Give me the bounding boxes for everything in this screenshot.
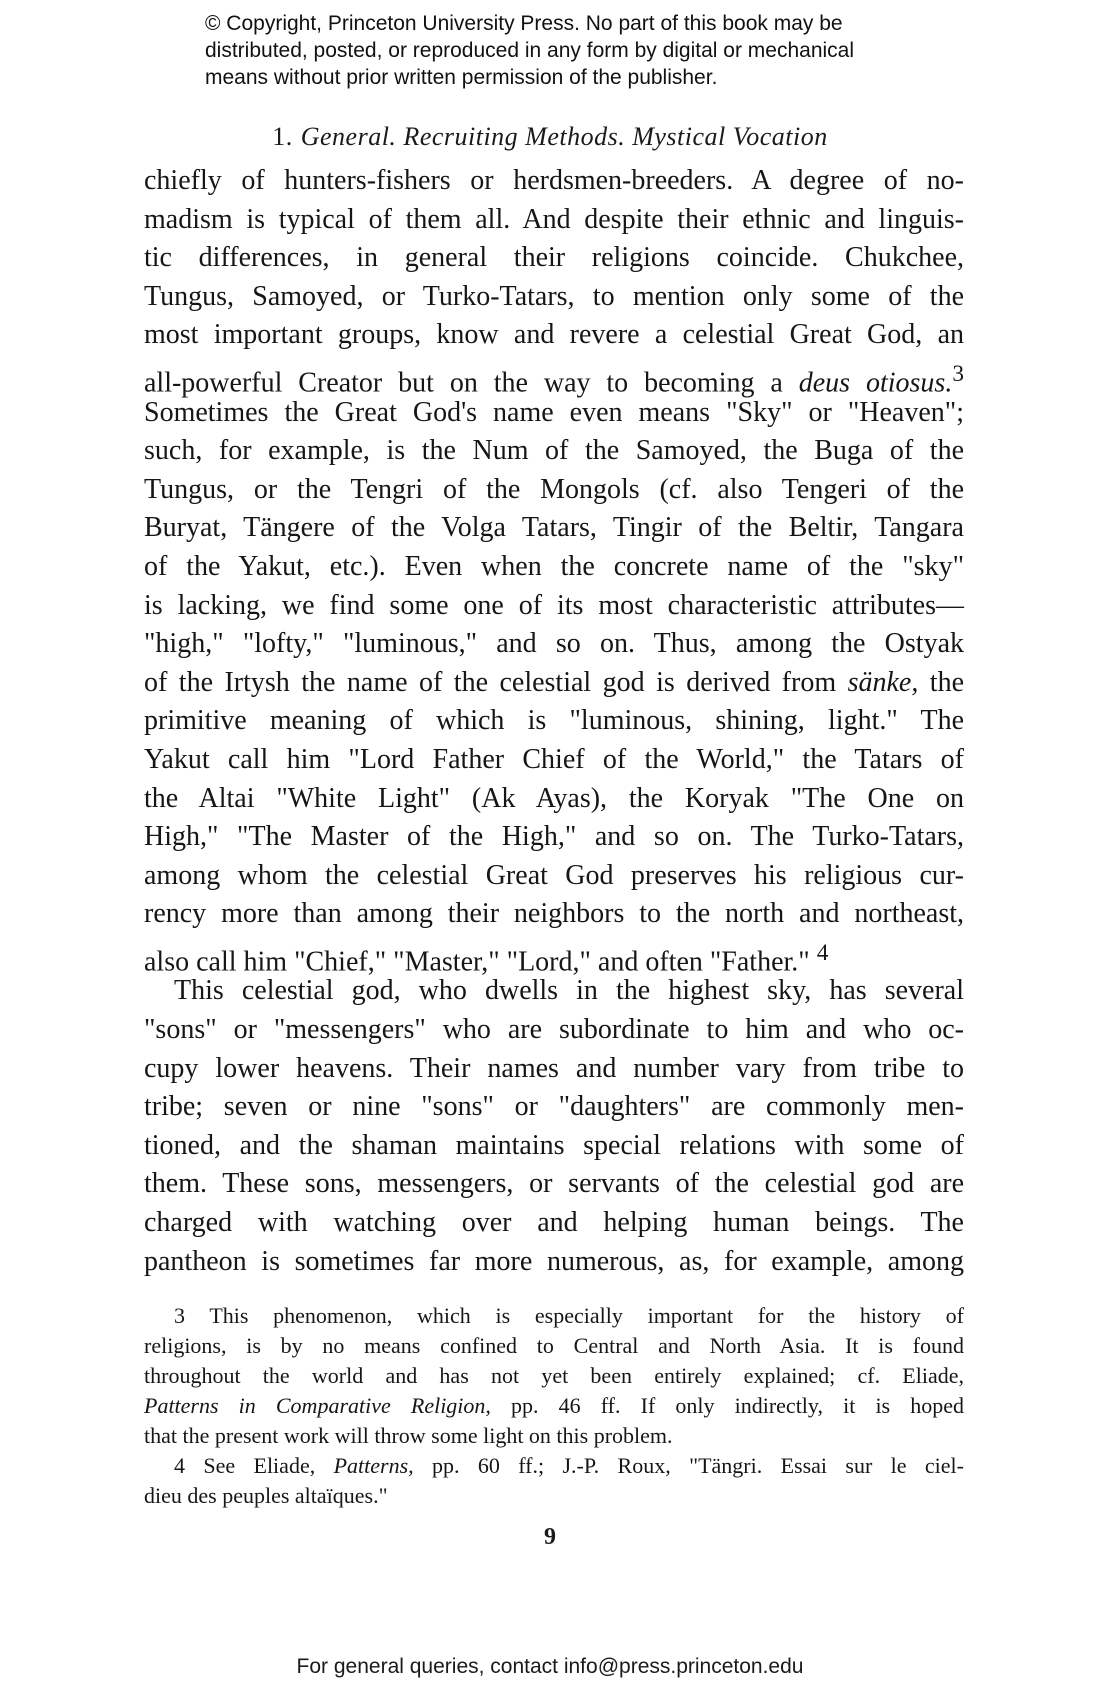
text-line: chiefly of hunters-fishers or herdsmen-breeders. A degree of no- <box>144 165 964 196</box>
footnote-ref-3[interactable]: 3 <box>952 360 964 387</box>
text-line: among whom the celestial Great God preserves his religious cur- <box>144 859 964 891</box>
footnote-3 <box>144 1301 964 1451</box>
footnote-line <box>144 1301 964 1331</box>
text-line: Yakut call him "Lord Father Chief of the World," the Tatars of <box>144 743 964 775</box>
text-line: tioned, and the shaman maintains special relations with some of <box>144 1129 964 1161</box>
footnote-marker: 3 <box>174 1303 185 1328</box>
emphasis-deus-otiosus: deus otiosus. <box>798 367 953 399</box>
footnote-ref-4[interactable]: 4 <box>816 939 829 966</box>
text-span: of the Irtysh the name of the celestial god is derived from <box>144 666 848 698</box>
text-span: all-powerful Creator but on the way to becoming a <box>144 367 799 399</box>
text-span: also call him "Chief," "Master," "Lord," and often "Father." <box>144 946 810 978</box>
text-line: tribe; seven or nine "sons" or "daughters" are commonly men- <box>144 1091 964 1123</box>
paragraph-1 <box>144 162 964 978</box>
emphasis-sanke: sänke, <box>847 666 919 698</box>
text-span: This phenomenon, which is especially important for the history of <box>209 1303 964 1328</box>
text-line: them. These sons, messengers, or servants of the celestial god are <box>144 1168 964 1200</box>
text-line: "sons" or "messengers" who are subordinate to him and who oc- <box>144 1014 964 1046</box>
footnotes <box>144 1301 964 1511</box>
text-line: Buryat, Tängere of the Volga Tatars, Tingir of the Beltir, Tangara <box>144 512 964 544</box>
text-line: is lacking, we find some one of its most characteristic attributes— <box>144 589 964 621</box>
copyright-line: means without prior written permission of the publisher. <box>205 66 718 89</box>
copyright-line: distributed, posted, or reproduced in any form by digital or mechanical <box>205 39 855 62</box>
text-line: Tungus, Samoyed, or Turko-Tatars, to mention only some of the <box>144 280 964 312</box>
emphasis-book-title: Patterns, <box>333 1453 414 1478</box>
text-line <box>144 355 964 399</box>
text-line <box>144 934 964 978</box>
text-line: pantheon is sometimes far more numerous, as, for example, among <box>144 1245 964 1277</box>
copyright-line: © Copyright, Princeton University Press. No part of this book may be <box>205 12 843 35</box>
footnote-line: religions, is by no means confined to Central and North Asia. It is found <box>144 1333 964 1358</box>
text-line: such, for example, is the Num of the Samoyed, the Buga of the <box>144 435 964 467</box>
footnote-line: dieu des peuples altaïques." <box>144 1483 388 1508</box>
contact-footer: For general queries, contact info@press.princeton.edu <box>296 1655 804 1678</box>
text-span: the <box>918 666 964 698</box>
footnote-line <box>144 1451 964 1481</box>
text-line: Sometimes the Great God's name even means "Sky" or "Heaven"; <box>144 396 964 428</box>
emphasis-book-title: Patterns in Comparative Religion, <box>144 1393 491 1418</box>
page-number: 9 <box>544 1524 556 1550</box>
paragraph-2 <box>144 972 964 1281</box>
footnote-line <box>144 1391 964 1421</box>
text-line: of the Yakut, etc.). Even when the concrete name of the "sky" <box>144 550 964 582</box>
text-line: charged with watching over and helping human beings. The <box>144 1207 964 1239</box>
running-head <box>0 122 1100 152</box>
text-line: madism is typical of them all. And despite their ethnic and linguis- <box>144 203 964 235</box>
section-title: General. Recruiting Methods. Mystical Vocation <box>300 122 828 151</box>
footnote-line: that the present work will throw some light on this problem. <box>144 1423 673 1448</box>
body-text <box>144 162 964 1281</box>
text-span: pp. 60 ff.; J.-P. Roux, "Tängri. Essai sur le ciel- <box>413 1453 964 1478</box>
text-span: See Eliade, <box>203 1453 334 1478</box>
text-span: pp. 46 ff. If only indirectly, it is hoped <box>490 1393 964 1418</box>
copyright-notice <box>205 10 965 91</box>
text-line: primitive meaning of which is "luminous, shining, light." The <box>144 705 964 737</box>
text-line: the Altai "White Light" (Ak Ayas), the Koryak "The One on <box>144 782 964 814</box>
text-line: Tungus, or the Tengri of the Mongols (cf. also Tengeri of the <box>144 473 964 505</box>
footnote-marker: 4 <box>174 1453 185 1478</box>
text-line <box>144 664 964 703</box>
text-line: rency more than among their neighbors to the north and northeast, <box>144 898 964 930</box>
text-line: High," "The Master of the High," and so on. The Turko-Tatars, <box>144 821 964 853</box>
section-number: 1. <box>272 122 293 151</box>
text-line: cupy lower heavens. Their names and number vary from tribe to <box>144 1052 964 1084</box>
footnote-line: throughout the world and has not yet been entirely explained; cf. Eliade, <box>144 1363 964 1388</box>
text-line: most important groups, know and revere a celestial Great God, an <box>144 319 964 351</box>
text-line: tic differences, in general their religions coincide. Chukchee, <box>144 242 964 274</box>
text-line: "high," "lofty," "luminous," and so on. Thus, among the Ostyak <box>144 628 964 660</box>
footnote-4 <box>144 1451 964 1511</box>
text-line: This celestial god, who dwells in the highest sky, has several <box>174 975 964 1007</box>
